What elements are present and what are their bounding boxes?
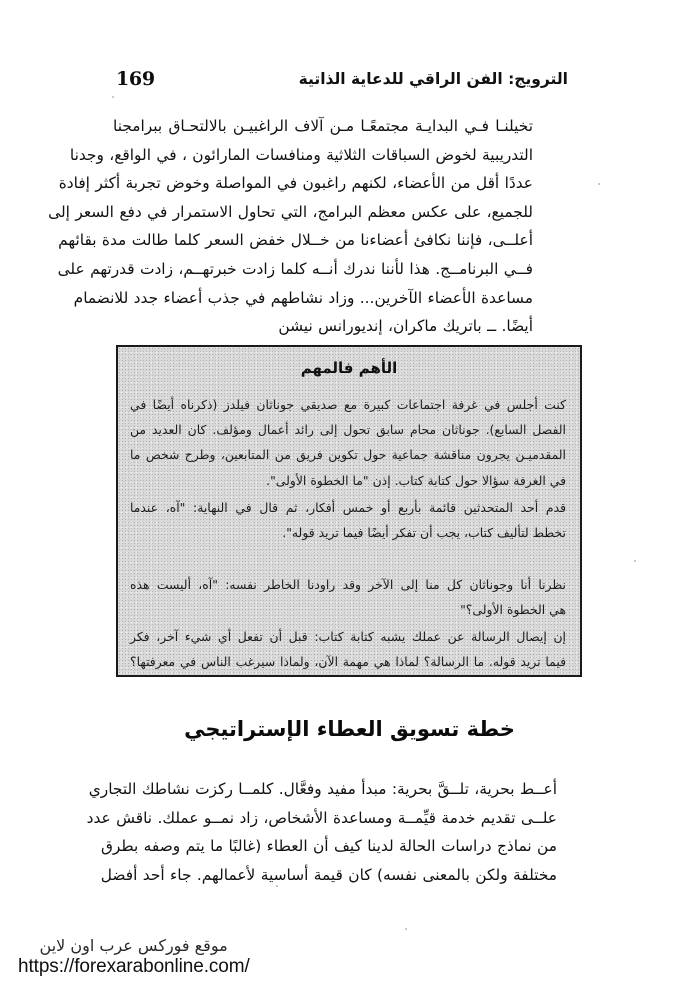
paragraph-line: التدريبية لخوض السباقات الثلاثية ومنافسات المارائون ، في الواقع، وجدنا (69, 145, 533, 164)
paragraph-line: أعلــى، فإننا نكافئ أعضاءنا من خــلال خفض السعر كلما طالت مدة بقائهم (58, 231, 533, 250)
watermark-url[interactable]: https://forexarabonline.com/ (18, 956, 250, 977)
callout-line: قدم أحد المتحدثين قائمة بأربع أو خمس أفكار، ثم قال في النهاية: "آه، عندما (130, 500, 566, 515)
callout-title: الأهم فالمهم (300, 359, 398, 377)
callout-line: هي الخطوة الأولى؟" (460, 602, 566, 618)
scan-speck (276, 885, 278, 887)
section-heading: خطة تسويق العطاء الإستراتيجي (184, 717, 515, 741)
paragraph-line: عددًا أقل من الأعضاء، لكنهم راغبون في المواصلة وخوض تجربة أكثر إفادة (58, 174, 533, 193)
callout-line: المقدميـن يجرون مناقشة جماعية حول تكوين فريق من المتابعين، وطرح شخص ما (130, 447, 566, 463)
paragraph-line: أعــط بحرية، تلــقَّ بحرية: مبدأ مفيد وفعَّال. كلمــا ركزت نشاطك التجاري (88, 780, 557, 798)
paragraph-line: من نماذج دراسات الحالة لدينا كيف أن العطاء (غالبًا ما يتم وصفه بطرق (100, 837, 557, 856)
callout-line: كنت أجلس في غرفة اجتماعات كبيرة مع صديقي جوناثان فيلدز (ذكرناه أيضًا في (130, 397, 566, 412)
watermark-arabic-text: موقع فوركس عرب اون لاين (39, 936, 228, 955)
callout-line: إن إيصال الرسالة عن عملك يشبه كتابة كتاب: قبل أن تفعل أي شيء آخر، فكر (130, 629, 566, 644)
scan-speck (634, 560, 636, 562)
callout-paragraph (130, 572, 566, 622)
callout-line: نظرنا أنا وجوناثان كل منا إلى الآخر وقد راودنا الخاطر نفسه: "آه، أليست هذه (130, 577, 566, 592)
running-head-title: الترويج: الفن الراقي للدعاية الذاتية (298, 70, 568, 88)
testimonial-paragraph (48, 112, 533, 341)
paragraph-line: علــى تقديم خدمة قيِّمــة ومساعدة الأشخاص، زاد نمــو عملك. ناقش عدد (86, 808, 557, 827)
callout-line: الفصل السابع). جوناثان محام سابق تحول إلى رائد أعمال ومؤلف. كان العديد من (130, 422, 566, 438)
callout-paragraph (130, 624, 566, 674)
scan-speck (405, 928, 407, 930)
section-paragraph (86, 775, 557, 889)
paragraph-line: للجميع، على عكس معظم البرامج، التي تحاول الاستمرار في دفع السعر إلى (48, 202, 533, 221)
paragraph-line: تخيلنـا فـي البدايـة مجتمعًـا مـن آلاف الراغبيـن بالالتحـاق ببرامجنا (113, 117, 533, 135)
scan-speck (112, 96, 114, 98)
callout-line: تخطط لتأليف كتاب، يجب أن تفكر أيضًا فيما تريد قوله". (282, 525, 566, 541)
callout-line: فيما تريد قوله. ما الرسالة؟ لماذا هي مهمة الآن، ولماذا سيرغب الناس في معرفتها؟ (130, 654, 566, 670)
callout-paragraph (130, 392, 566, 493)
paragraph-line: مساعدة الأعضاء الآخرين... وزاد نشاطهم في جذب أعضاء جدد للانضمام (73, 288, 533, 307)
page-number: 169 (116, 68, 155, 90)
paragraph-line: فــي البرنامــج. هذا لأننا ندرك أنــه كلما زادت خبرتهــم، زادت قدرتهم على (57, 259, 533, 278)
running-head (0, 68, 699, 94)
testimonial-attribution: أيضًا. ــ باتريك ماكران، إنديورانس نيشن (278, 317, 533, 336)
callout-paragraph (130, 495, 566, 545)
watermark (18, 936, 250, 978)
callout-line: في الغرفة سؤالا حول كتابة كتاب. إذن "ما الخطوة الأولى". (266, 472, 566, 488)
scan-speck (598, 183, 600, 185)
paragraph-line: مختلفة ولكن بالمعنى نفسه) كان قيمة أساسية لأعمالهم. جاء أحد أفضل (100, 865, 557, 884)
callout-box (116, 345, 582, 677)
